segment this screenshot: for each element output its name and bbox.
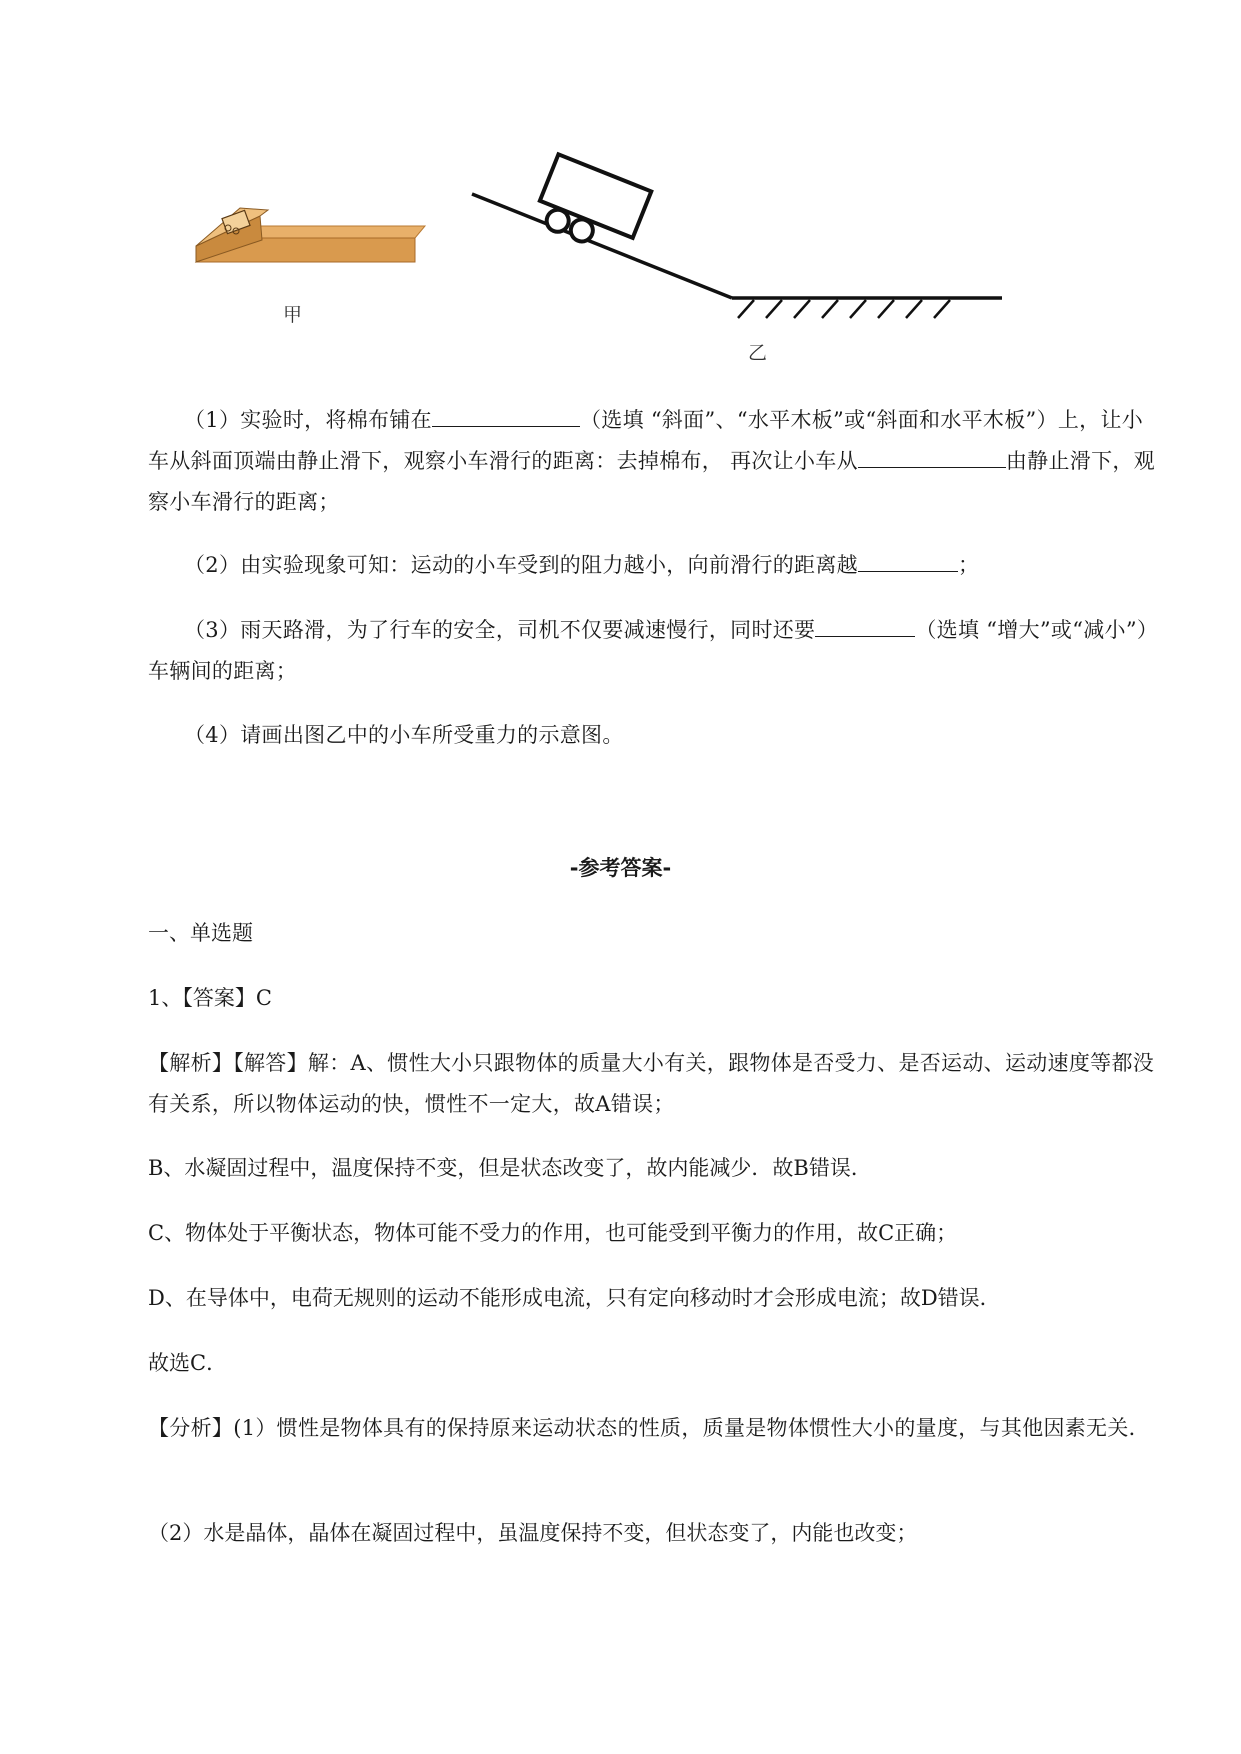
q2-blank[interactable] bbox=[858, 545, 958, 572]
fenxi-1 bbox=[148, 1408, 1158, 1449]
figure-yi bbox=[470, 150, 1010, 330]
q3-text-a: （3）雨天路滑，为了行车的安全，司机不仅要减速慢行，同时还要 bbox=[184, 618, 816, 642]
fenxi-1-text: 【分析】(1）惯性是物体具有的保持原来运动状态的性质，质量是物体惯性大小的量度，与其他因素无关． bbox=[148, 1416, 1150, 1440]
q1-blank-2[interactable] bbox=[858, 441, 1006, 468]
q3-text-b: （选填 “增大”或“减小”）车辆间的距离； bbox=[148, 618, 1148, 683]
question-2 bbox=[148, 545, 1158, 586]
q1-text-c: 由静止滑下，观察小车滑行的距离； bbox=[148, 449, 1155, 514]
answer-item-1: 1、【答案】C bbox=[148, 986, 272, 1010]
analysis-a bbox=[148, 1043, 1158, 1125]
analysis-b: B、水凝固过程中，温度保持不变，但是状态改变了，故内能减少．故B错误． bbox=[148, 1156, 872, 1180]
q1-text-a: （1）实验时，将棉布铺在 bbox=[184, 408, 432, 432]
question-3 bbox=[148, 610, 1158, 692]
q1-blank-1[interactable] bbox=[432, 400, 580, 427]
q2-text-a: （2）由实验现象可知：运动的小车受到的阻力越小，向前滑行的距离越 bbox=[184, 553, 858, 577]
q1-text-b: （选填 “斜面”、“水平木板”或“斜面和水平木板”）上，让小车从斜面顶端由静止滑下，观察小车滑行的距离：去掉棉布， 再次让小车从 bbox=[148, 408, 1144, 473]
ground-hatch bbox=[738, 300, 950, 318]
question-1 bbox=[148, 400, 1158, 523]
section-heading: 一、单选题 bbox=[148, 921, 253, 945]
question-4 bbox=[148, 715, 1158, 756]
figure-jia bbox=[190, 200, 430, 270]
q3-blank[interactable] bbox=[815, 610, 915, 637]
q2-text-b: ； bbox=[957, 553, 980, 577]
q4-text: （4）请画出图乙中的小车所受重力的示意图。 bbox=[184, 723, 624, 747]
conclusion: 故选C． bbox=[148, 1351, 228, 1375]
analysis-c: C、物体处于平衡状态，物体可能不受力的作用，也可能受到平衡力的作用，故C正确； bbox=[148, 1221, 958, 1245]
analysis-a-text: 【解析】【解答】解：A、惯性大小只跟物体的质量大小有关，跟物体是否受力、是否运动、运动速度等都没有关系，所以物体运动的快，惯性不一定大，故A错误； bbox=[148, 1051, 1155, 1116]
analysis-d: D、在导体中，电荷无规则的运动不能形成电流，只有定向移动时才会形成电流；故D错误． bbox=[148, 1286, 1001, 1310]
figure-label-yi: 乙 bbox=[748, 342, 768, 364]
figure-label-jia: 甲 bbox=[283, 304, 303, 326]
fenxi-2: （2）水是晶体，晶体在凝固过程中，虽温度保持不变，但状态变了，内能也改变； bbox=[148, 1521, 918, 1545]
answers-title: -参考答案- bbox=[569, 856, 672, 880]
